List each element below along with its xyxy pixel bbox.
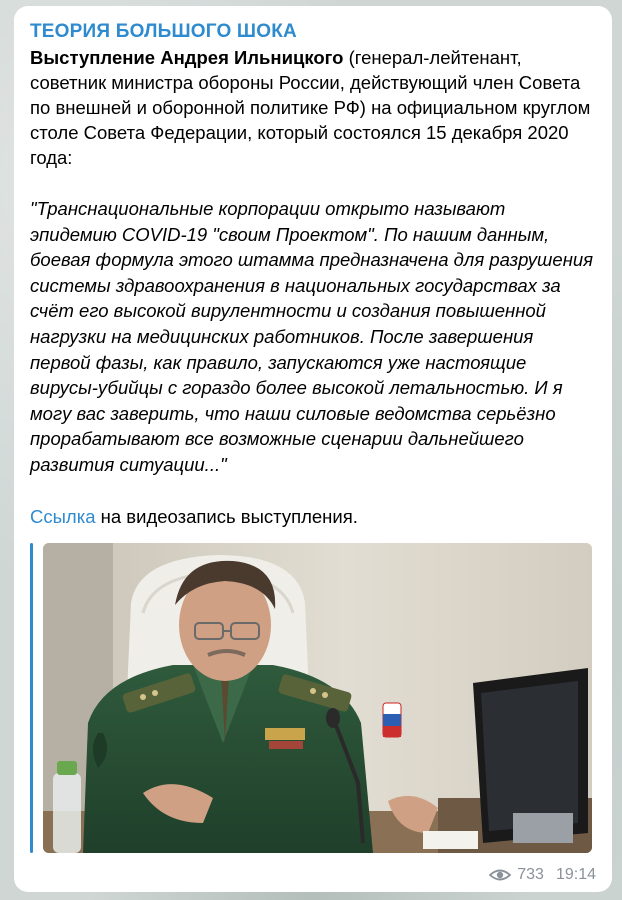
quote-paragraph: "Транснациональные корпорации открыто называют эпидемию COVID-19 "своим Проектом". По нашим данным, боевая формула этого штамма предназначена для разрушения системы здравоохранения в национальных государствах за счёт его высокой вирулентности и создания повышенной нагрузки на медицинских работников. После завершения первой фазы, как правило, запускаются уже настоящие вирусы-убийцы с гораздо более высокой летальностью. И я могу вас заверить, что наши силовые ведомства серьёзно прорабатывают все возможные сценарии дальнейшего развития ситуации..." xyxy=(30,198,594,475)
media-block xyxy=(30,543,595,853)
video-link-text: на видеозапись выступления. xyxy=(95,505,358,527)
message-footer xyxy=(489,866,596,884)
views-count: 733 xyxy=(517,866,544,883)
photo[interactable] xyxy=(43,543,592,853)
channel-name[interactable]: ТЕОРИЯ БОЛЬШОГО ШОКА xyxy=(30,21,297,42)
intro-bold: Выступление Андрея Ильницкого xyxy=(30,47,344,68)
photo-illustration xyxy=(43,543,592,853)
media-accent-bar xyxy=(30,543,33,853)
message-bubble xyxy=(14,6,612,892)
message-time: 19:14 xyxy=(555,866,596,883)
intro-text: (генерал-лейтенант, советник министра обороны России, действующий член Совета по внешней и оборонной политике РФ) на официальном круглом столе Совета Федерации, который состоялся 15 декабря 2020 года: xyxy=(30,47,591,168)
video-link[interactable]: Ссылка xyxy=(30,505,96,527)
eye-icon xyxy=(489,868,511,882)
intro-paragraph xyxy=(30,45,596,170)
video-link-line xyxy=(30,504,596,529)
